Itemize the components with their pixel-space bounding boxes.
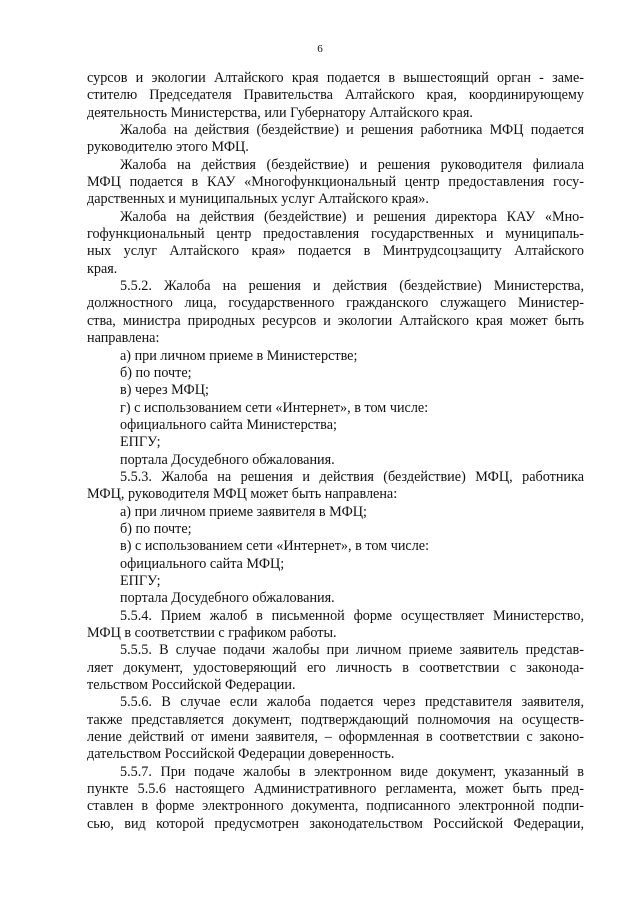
text-line: дательством Российской Федерации доверенность. bbox=[87, 746, 395, 763]
text-line: 5.5.7. При подаче жалобы в электронном виде документ, указанный в bbox=[120, 763, 584, 780]
text-line: ЕПГУ; bbox=[120, 434, 161, 451]
text-line: Жалоба на действия (бездействие) и решения руководителя филиала bbox=[120, 156, 584, 173]
text-line: 5.5.4. Прием жалоб в письменной форме осуществляет Министерство, bbox=[120, 607, 584, 624]
text-line: портала Досудебного обжалования. bbox=[120, 451, 335, 468]
text-line: 5.5.6. В случае если жалоба подается через представителя заявителя, bbox=[120, 694, 584, 711]
text-line: в) с использованием сети «Интернет», в том числе: bbox=[120, 538, 430, 555]
document-body bbox=[87, 70, 584, 833]
text-line: в) через МФЦ; bbox=[120, 382, 209, 399]
text-line: г) с использованием сети «Интернет», в том числе: bbox=[120, 399, 429, 416]
text-line: МФЦ в соответствии с графиком работы. bbox=[87, 625, 337, 641]
page-number: 6 bbox=[317, 43, 323, 55]
text-line: края. bbox=[87, 260, 118, 277]
text-line: стителю Председателя Правительства Алтайского края, координирующему bbox=[87, 87, 584, 104]
text-line: сурсов и экологии Алтайского края подается в вышестоящий орган - заме- bbox=[87, 70, 584, 86]
text-line: должностного лица, государственного гражданского служащего Министер- bbox=[87, 295, 584, 312]
text-line: ставлен в форме электронного документа, подписанного электронной подпи- bbox=[87, 798, 584, 815]
text-line: ляет документ, удостоверяющий его личность в соответствии с законода- bbox=[87, 659, 584, 676]
text-line: официального сайта Министерства; bbox=[120, 416, 337, 433]
text-line: сью, вид которой предусмотрен законодательством Российской Федерации, bbox=[87, 815, 584, 832]
text-line: б) по почте; bbox=[120, 364, 192, 381]
text-line: МФЦ, руководителя МФЦ может быть направлена: bbox=[87, 486, 398, 503]
text-line: Жалоба на действия (бездействие) и решения директора КАУ «Мно- bbox=[120, 208, 584, 225]
text-line: направлена: bbox=[87, 330, 160, 347]
text-line: ЕПГУ; bbox=[120, 572, 161, 589]
text-line: 5.5.2. Жалоба на решения и действия (бездействие) Министерства, bbox=[120, 278, 584, 295]
text-line: также представляется документ, подтверждающий полномочия на осуществ- bbox=[87, 711, 584, 728]
text-line: тельством Российской Федерации. bbox=[87, 677, 296, 694]
text-line: а) при личном приеме в Министерстве; bbox=[120, 347, 358, 364]
text-line: деятельность Министерства, или Губернатору Алтайского края. bbox=[87, 104, 473, 121]
text-line: 5.5.3. Жалоба на решения и действия (бездействие) МФЦ, работника bbox=[120, 468, 584, 485]
text-line: гофункциональный центр предоставления государственных и муниципаль- bbox=[87, 226, 584, 243]
text-line: ление действий от имени заявителя, – оформленная в соответствии с законо- bbox=[87, 729, 584, 746]
text-line: 5.5.5. В случае подачи жалобы при личном приеме заявитель представ- bbox=[120, 642, 584, 659]
text-line: пункте 5.5.6 настоящего Административного регламента, может быть пред- bbox=[87, 781, 584, 798]
text-line: официального сайта МФЦ; bbox=[120, 555, 285, 572]
text-line: руководителю этого МФЦ. bbox=[87, 139, 249, 156]
text-line: ства, министра природных ресурсов и экологии Алтайского края может быть bbox=[87, 312, 584, 329]
text-line: ных услуг Алтайского края» подается в Минтрудсоцзащиту Алтайского bbox=[87, 243, 584, 260]
text-line: дарственных и муниципальных услуг Алтайского края». bbox=[87, 191, 429, 208]
text-line: а) при личном приеме заявителя в МФЦ; bbox=[120, 503, 367, 520]
text-line: портала Досудебного обжалования. bbox=[120, 590, 335, 607]
text-line: б) по почте; bbox=[120, 520, 192, 537]
text-line: Жалоба на действия (бездействие) и решения работника МФЦ подается bbox=[120, 122, 584, 139]
text-line: МФЦ подается в КАУ «Многофункциональный центр предоставления госу- bbox=[87, 174, 584, 191]
